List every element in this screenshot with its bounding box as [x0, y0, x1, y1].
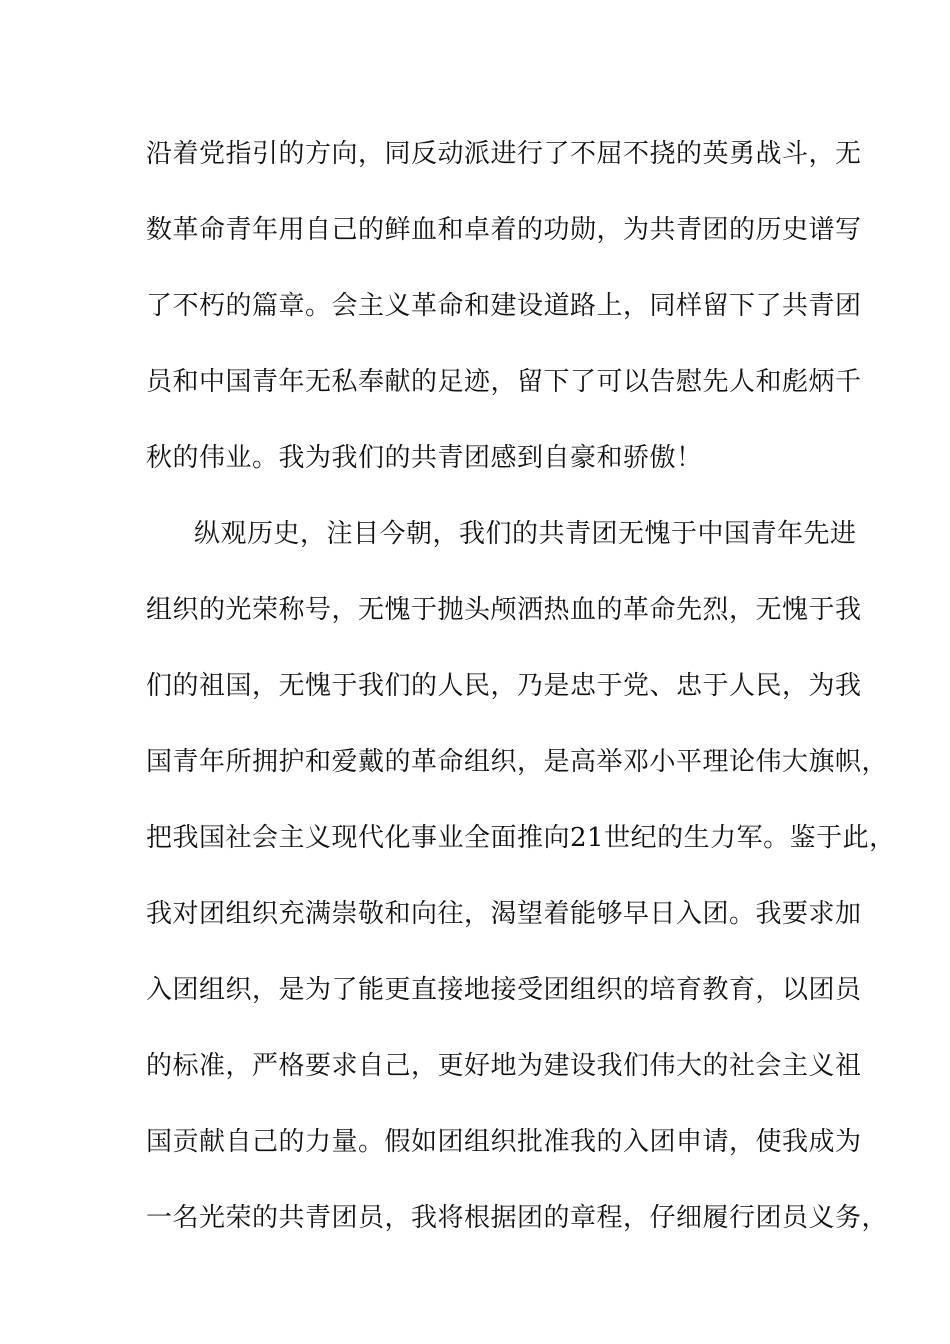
- text-line: 国青年所拥护和爱戴的革命组织，是高举邓小平理论伟大旗帜，: [146, 747, 889, 777]
- text-line: 秋的伟业。我为我们的共青团感到自豪和骄傲！: [146, 443, 703, 473]
- text-line: 组织的光荣称号，无愧于抛头颅洒热血的革命先烈，无愧于我: [146, 595, 862, 625]
- text-line: 了不朽的篇章。会主义革命和建设道路上，同样留下了共青团: [146, 291, 862, 321]
- text-line: 沿着党指引的方向，同反动派进行了不屈不挠的英勇战斗，无: [146, 139, 862, 169]
- body-text: [146, 128, 896, 1268]
- text-line: 把我国社会主义现代化事业全面推向21世纪的生力军。鉴于此，: [146, 823, 896, 853]
- text-line: 员和中国青年无私奉献的足迹，留下了可以告慰先人和彪炳千: [146, 367, 862, 397]
- text-line: 一名光荣的共青团员，我将根据团的章程，仔细履行团员义务，: [146, 1203, 889, 1233]
- text-line: 国贡献自己的力量。假如团组织批准我的入团申请，使我成为: [146, 1127, 862, 1157]
- paragraph-start-line: 纵观历史，注目今朝，我们的共青团无愧于中国青年先进: [194, 519, 857, 549]
- text-line: 们的祖国，无愧于我们的人民，乃是忠于党、忠于人民，为我: [146, 671, 862, 701]
- text-line: 入团组织，是为了能更直接地接受团组织的培育教育，以团员: [146, 975, 862, 1005]
- text-line: 的标准，严格要求自己，更好地为建设我们伟大的社会主义祖: [146, 1051, 862, 1081]
- text-line: 数革命青年用自己的鲜血和卓着的功勋，为共青团的历史谱写: [146, 215, 862, 245]
- text-line: 我对团组织充满崇敬和向往，渴望着能够早日入团。我要求加: [146, 899, 862, 929]
